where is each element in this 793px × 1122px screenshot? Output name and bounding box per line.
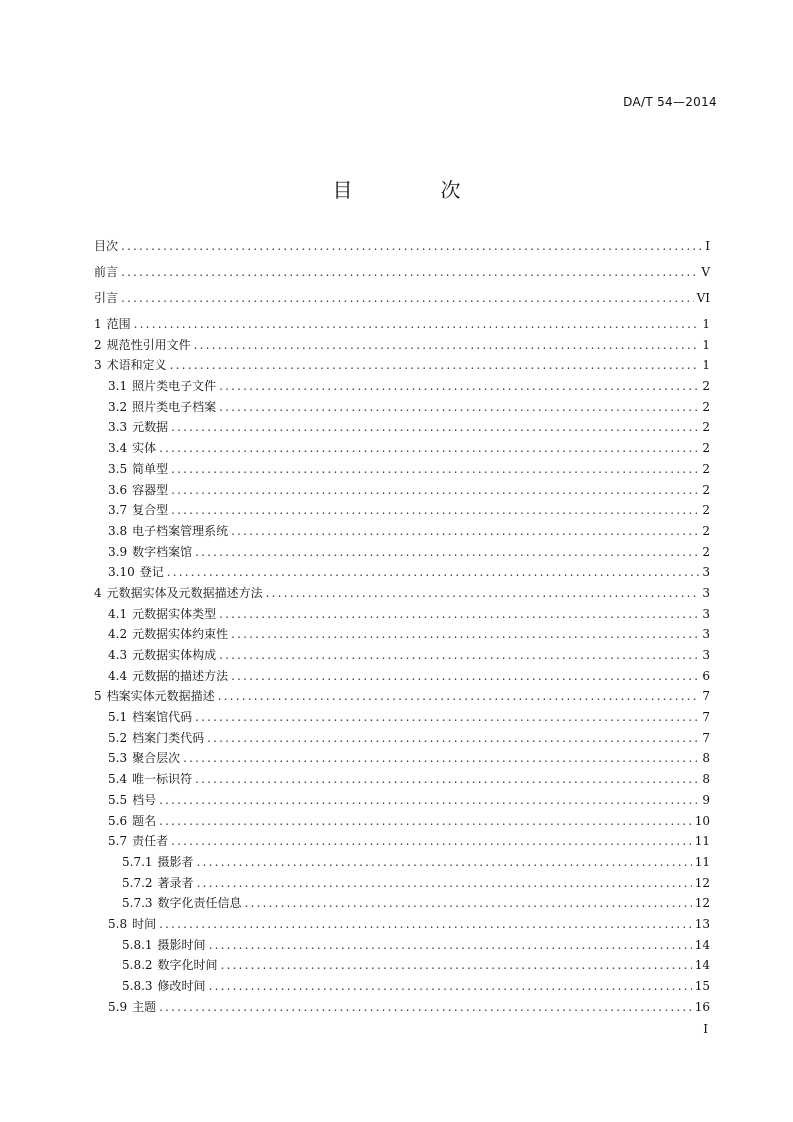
- toc-entry-number: 5.7: [108, 834, 128, 849]
- toc-entry-number: 3.7: [108, 503, 128, 518]
- toc-entry-page: 1: [702, 358, 710, 373]
- toc-leader-dots: [171, 420, 699, 434]
- table-of-contents: [94, 239, 710, 1020]
- toc-entry-page: 3: [702, 585, 710, 600]
- toc-entry-label: [108, 669, 228, 683]
- toc-leader-dots: [171, 503, 699, 517]
- toc-entry-text: 主题: [132, 999, 157, 1014]
- toc-entry-number: 5.1: [108, 710, 128, 725]
- toc-entry[interactable]: [94, 291, 710, 305]
- toc-entry-text: 题名: [132, 813, 157, 828]
- toc-entry-number: 4.4: [108, 668, 128, 683]
- toc-leader-dots: [170, 358, 700, 372]
- toc-entry-page: VI: [696, 291, 710, 305]
- toc-entry-label: [122, 896, 242, 910]
- toc-entry-page: 16: [694, 999, 710, 1014]
- toc-entry-number: 5.5: [108, 792, 128, 807]
- toc-entry-page: 3: [702, 606, 710, 621]
- toc-entry-label: [108, 565, 164, 579]
- toc-entry-number: 3: [94, 358, 102, 373]
- toc-entry-page: 2: [702, 461, 710, 476]
- toc-entry-number: 5.4: [108, 772, 128, 787]
- toc-leader-dots: [171, 462, 699, 476]
- toc-entry-number: 5.7.2: [122, 875, 153, 890]
- toc-entry-number: 5.8.2: [122, 958, 153, 973]
- toc-leader-dots: [209, 979, 692, 993]
- toc-entry-page: 14: [694, 958, 710, 973]
- toc-entry-text: 数字档案馆: [132, 544, 193, 559]
- toc-entry-text: 档案门类代码: [132, 730, 205, 745]
- toc-entry-page: 2: [702, 399, 710, 414]
- toc-entry-number: 4.1: [108, 606, 128, 621]
- toc-entry-page: 7: [702, 710, 710, 725]
- toc-entry-label: [108, 731, 204, 745]
- toc-entry-page: 1: [702, 337, 710, 352]
- toc-leader-dots: [121, 265, 698, 279]
- toc-leader-dots: [195, 772, 699, 786]
- toc-entry-label: [94, 265, 118, 279]
- toc-entry-label: [94, 689, 215, 703]
- toc-entry-page: 3: [702, 648, 710, 662]
- toc-entry-number: 3.6: [108, 482, 128, 497]
- toc-entry[interactable]: [94, 834, 710, 848]
- toc-entry-page: I: [705, 239, 710, 253]
- toc-entry-number: 5.8.1: [122, 937, 153, 952]
- toc-entry[interactable]: [94, 731, 710, 745]
- toc-leader-dots: [219, 400, 699, 414]
- toc-entry[interactable]: [94, 772, 710, 786]
- toc-entry-page: 2: [702, 482, 710, 497]
- toc-entry[interactable]: [94, 710, 710, 724]
- toc-entry[interactable]: [94, 338, 710, 352]
- toc-leader-dots: [121, 239, 702, 253]
- toc-entry-label: [108, 751, 180, 765]
- toc-leader-dots: [159, 1000, 692, 1014]
- toc-entry[interactable]: [94, 503, 710, 517]
- toc-entry[interactable]: [94, 958, 710, 972]
- toc-entry[interactable]: [94, 565, 710, 579]
- toc-entry-number: 5: [94, 689, 102, 704]
- toc-entry-number: 5.2: [108, 730, 128, 745]
- toc-leader-dots: [167, 565, 700, 579]
- toc-entry[interactable]: [94, 896, 710, 910]
- toc-leader-dots: [245, 896, 692, 910]
- toc-entry-text: 规范性引用文件: [106, 337, 191, 352]
- toc-leader-dots: [231, 627, 699, 641]
- toc-entry-number: 5.9: [108, 999, 128, 1014]
- toc-entry-text: 数字化责任信息: [157, 896, 242, 911]
- toc-entry[interactable]: [94, 239, 710, 253]
- toc-entry-text: 元数据: [132, 420, 169, 435]
- toc-entry-number: 2: [94, 337, 102, 352]
- toc-entry-page: 2: [702, 544, 710, 559]
- toc-entry-text: 责任者: [132, 834, 169, 849]
- toc-entry-text: 档案馆代码: [132, 710, 193, 725]
- toc-entry-text: 目次: [94, 239, 119, 253]
- toc-entry-number: 4.2: [108, 627, 128, 642]
- toc-entry-page: 7: [702, 689, 710, 704]
- toc-entry-text: 唯一标识符: [132, 772, 193, 787]
- toc-entry[interactable]: [94, 855, 710, 869]
- toc-entry[interactable]: [94, 400, 710, 414]
- toc-leader-dots: [197, 855, 692, 869]
- toc-entry-page: V: [701, 265, 710, 279]
- toc-entry-page: 2: [702, 503, 710, 518]
- toc-entry[interactable]: [94, 627, 710, 641]
- toc-entry-label: [122, 938, 206, 952]
- toc-entry-label: [122, 958, 218, 972]
- toc-entry-label: [108, 462, 168, 476]
- toc-entry-text: 元数据实体及元数据描述方法: [106, 585, 263, 600]
- toc-entry-label: [108, 607, 216, 621]
- toc-entry-page: 11: [694, 834, 710, 849]
- toc-entry-text: 档号: [132, 792, 157, 807]
- toc-entry[interactable]: [94, 938, 710, 952]
- toc-entry-page: 9: [702, 792, 710, 807]
- toc-entry-label: [94, 291, 118, 305]
- toc-entry-page: 14: [694, 937, 710, 952]
- toc-entry-text: 修改时间: [157, 979, 206, 993]
- toc-entry[interactable]: [94, 358, 710, 372]
- toc-entry[interactable]: [94, 483, 710, 497]
- toc-entry-label: [108, 420, 168, 434]
- toc-entry-page: 8: [702, 772, 710, 787]
- toc-entry-number: 3.5: [108, 461, 128, 476]
- toc-entry[interactable]: [94, 876, 710, 890]
- toc-entry-page: 2: [702, 441, 710, 456]
- toc-leader-dots: [207, 731, 699, 745]
- toc-entry-text: 聚合层次: [132, 751, 181, 766]
- toc-leader-dots: [159, 814, 692, 828]
- toc-leader-dots: [219, 648, 699, 662]
- toc-entry-label: [108, 814, 156, 828]
- toc-entry-page: 10: [694, 813, 710, 828]
- toc-entry-label: [108, 379, 216, 393]
- toc-entry-label: [94, 586, 263, 600]
- toc-entry-number: 3.8: [108, 523, 128, 538]
- toc-entry-number: 3.2: [108, 399, 128, 414]
- toc-entry-number: 3.4: [108, 441, 128, 456]
- toc-entry[interactable]: [94, 689, 710, 703]
- toc-entry-label: [108, 545, 192, 559]
- toc-leader-dots: [231, 669, 699, 683]
- toc-entry-label: [122, 979, 206, 993]
- toc-entry[interactable]: [94, 420, 710, 434]
- toc-leader-dots: [221, 958, 692, 972]
- toc-entry-number: 3.10: [108, 565, 135, 580]
- title-char-1: 目: [332, 178, 353, 202]
- toc-entry-label: [122, 876, 194, 890]
- toc-entry[interactable]: [94, 524, 710, 538]
- toc-leader-dots: [209, 938, 692, 952]
- toc-entry-label: [108, 483, 168, 497]
- toc-leader-dots: [183, 751, 699, 765]
- toc-entry-text: 摄影时间: [157, 937, 206, 952]
- toc-entry-text: 元数据实体约束性: [132, 627, 229, 642]
- toc-leader-dots: [219, 607, 699, 621]
- toc-leader-dots: [159, 917, 692, 931]
- toc-entry-label: [108, 834, 168, 848]
- toc-entry-page: 2: [702, 523, 710, 538]
- toc-entry-number: 3.1: [108, 379, 128, 394]
- toc-entry-text: 登记: [139, 565, 164, 580]
- toc-leader-dots: [219, 379, 699, 393]
- toc-entry[interactable]: [94, 317, 710, 331]
- toc-entry[interactable]: [94, 814, 710, 828]
- toc-entry-number: 4.3: [108, 648, 128, 662]
- toc-entry-text: 实体: [132, 441, 157, 456]
- toc-entry-label: [108, 441, 156, 455]
- toc-entry-text: 照片类电子档案: [132, 399, 217, 414]
- toc-entry-text: 档案实体元数据描述: [106, 689, 215, 704]
- toc-entry-number: 5.3: [108, 751, 128, 766]
- toc-entry-text: 术语和定义: [106, 358, 167, 373]
- toc-leader-dots: [121, 291, 694, 305]
- toc-entry-label: [108, 710, 192, 724]
- toc-entry-page: 2: [702, 379, 710, 394]
- toc-entry-label: [94, 317, 131, 331]
- toc-entry-text: 引言: [94, 291, 119, 305]
- toc-leader-dots: [197, 876, 692, 890]
- toc-entry[interactable]: [94, 265, 710, 279]
- toc-entry[interactable]: [94, 1000, 710, 1014]
- toc-entry-text: 元数据实体构成: [132, 648, 217, 662]
- toc-leader-dots: [134, 317, 700, 331]
- toc-entry-label: [94, 358, 167, 372]
- toc-entry-number: 5.8: [108, 916, 128, 931]
- toc-entry-page: 3: [702, 627, 710, 642]
- footer-page-number: I: [703, 1022, 708, 1036]
- toc-entry-text: 前言: [94, 265, 119, 279]
- toc-entry-page: 3: [702, 565, 710, 580]
- toc-entry-text: 时间: [132, 916, 157, 931]
- toc-entry-number: 3.3: [108, 420, 128, 435]
- toc-entry-page: 12: [694, 896, 710, 911]
- toc-entry[interactable]: [94, 462, 710, 476]
- toc-entry[interactable]: [94, 917, 710, 931]
- toc-leader-dots: [231, 524, 699, 538]
- toc-leader-dots: [195, 710, 699, 724]
- title-char-2: 次: [440, 178, 461, 202]
- toc-entry[interactable]: [94, 379, 710, 393]
- toc-entry-text: 照片类电子文件: [132, 379, 217, 394]
- toc-entry-label: [108, 1000, 156, 1014]
- toc-entry-number: 3.9: [108, 544, 128, 559]
- toc-entry[interactable]: [94, 793, 710, 807]
- toc-entry-label: [108, 627, 228, 641]
- toc-entry-label: [108, 793, 156, 807]
- toc-leader-dots: [171, 483, 699, 497]
- toc-entry-number: 5.7.3: [122, 896, 153, 911]
- toc-entry[interactable]: [94, 545, 710, 559]
- toc-leader-dots: [218, 689, 700, 703]
- toc-leader-dots: [159, 441, 699, 455]
- toc-entry-label: [108, 648, 216, 662]
- toc-entry-label: [108, 772, 192, 786]
- toc-entry-number: 4: [94, 585, 102, 600]
- toc-entry[interactable]: [94, 979, 710, 993]
- toc-entry[interactable]: [94, 607, 710, 621]
- toc-entry-page: 8: [702, 751, 710, 766]
- toc-entry-text: 复合型: [132, 503, 169, 518]
- toc-leader-dots: [159, 793, 699, 807]
- toc-entry-label: [122, 855, 194, 869]
- toc-leader-dots: [266, 586, 700, 600]
- toc-entry-number: 5.7.1: [122, 854, 153, 869]
- toc-entry[interactable]: [94, 648, 710, 662]
- toc-entry-label: [108, 524, 228, 538]
- toc-entry-label: [108, 917, 156, 931]
- toc-entry-label: [94, 239, 118, 253]
- toc-entry-number: 1: [94, 317, 102, 331]
- toc-entry[interactable]: [94, 669, 710, 683]
- toc-entry-text: 范围: [106, 317, 131, 331]
- page-title: [0, 174, 793, 203]
- toc-leader-dots: [171, 834, 692, 848]
- toc-entry-page: 1: [702, 317, 710, 331]
- toc-entry-page: 6: [702, 668, 710, 683]
- toc-entry-text: 容器型: [132, 482, 169, 497]
- standard-code: DA/T 54—2014: [623, 95, 717, 109]
- toc-entry-text: 元数据的描述方法: [132, 668, 229, 683]
- toc-entry-text: 简单型: [132, 461, 169, 476]
- toc-entry-text: 摄影者: [157, 854, 194, 869]
- toc-leader-dots: [195, 545, 699, 559]
- toc-entry-text: 电子档案管理系统: [132, 523, 229, 538]
- toc-entry-text: 数字化时间: [157, 958, 218, 973]
- toc-entry-number: 5.6: [108, 813, 128, 828]
- toc-entry-page: 11: [694, 854, 710, 869]
- toc-entry-text: 著录者: [157, 875, 194, 890]
- toc-entry-page: 13: [694, 916, 710, 931]
- toc-entry-number: 5.8.3: [122, 979, 153, 993]
- toc-entry-text: 元数据实体类型: [132, 606, 217, 621]
- toc-entry-page: 7: [702, 730, 710, 745]
- toc-entry[interactable]: [94, 586, 710, 600]
- toc-entry-label: [108, 400, 216, 414]
- toc-entry[interactable]: [94, 441, 710, 455]
- toc-entry-page: 2: [702, 420, 710, 435]
- toc-entry-page: 15: [694, 979, 710, 993]
- toc-entry-page: 12: [694, 875, 710, 890]
- toc-entry[interactable]: [94, 751, 710, 765]
- toc-entry-label: [108, 503, 168, 517]
- toc-entry-label: [94, 338, 191, 352]
- toc-leader-dots: [194, 338, 700, 352]
